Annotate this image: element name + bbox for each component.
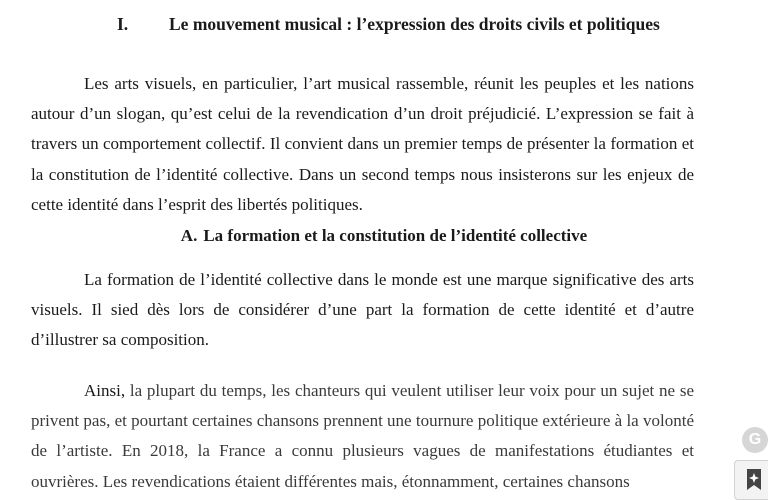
subsection-title: La formation et la constitution de l’identité collective [203,226,588,245]
subsection-letter: A. [180,226,198,245]
paragraph-example [31,376,694,497]
paragraph-identity: La formation de l’identité collective dans le monde est une marque significative des arts visuels. Il sied dès lors de considérer d’une part la formation de cette identité et d’autre d’illustrer sa composition. [31,270,694,350]
bookmark-sparkle-icon [744,468,764,492]
subsection-heading-a [0,224,768,248]
grammar-letter: G [748,431,762,448]
paragraph-body: la plupart du temps, les chanteurs qui veulent utiliser leur voix pour un sujet ne se privent pas, et pourtant certaines chansons prennent une tournure politique extérieure à la volonté de l’artiste. En 2018, la France a connu plusieurs vagues de manifestations étudiantes et ouvrières. Les revendications étaient différentes mais, étonnamment, certaines chansons [31,381,694,491]
paragraph-intro: Les arts visuels, en particulier, l’art musical rassemble, réunit les peuples et les nations autour d’un slogan, qu’est celui de la revendication d’un droit préjudicié. L’expression se fait à travers un comportement collectif. Il convient dans un premier temps de présenter la formation et la constitution de l’identité collective. Dans un second temps nous insisterons sur les enjeux de cette identité dans l’esprit des libertés politiques. [31,74,694,214]
side-panel-button[interactable] [734,460,768,500]
section-title: Le mouvement musical : l’expression des droits civils et politiques [169,14,660,34]
grammar-check-icon[interactable] [742,427,768,453]
paragraph-lead-word: Ainsi, [84,381,126,400]
section-number: I. [117,14,129,34]
